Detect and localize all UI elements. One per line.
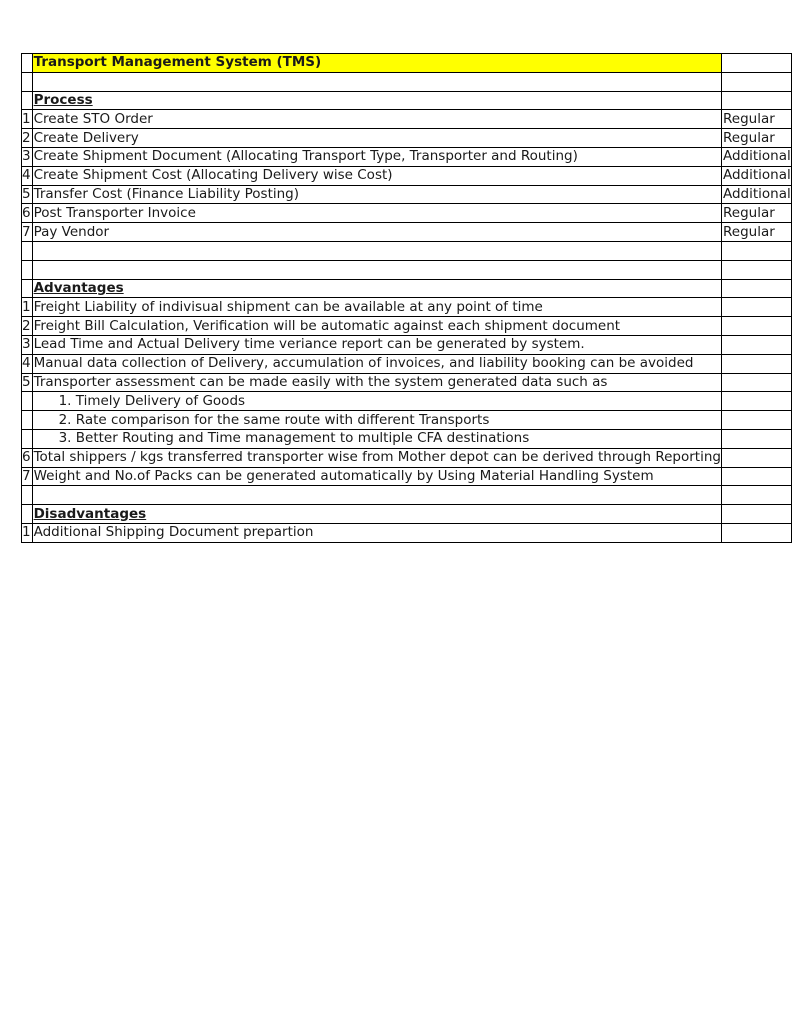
blank-row — [22, 72, 792, 91]
process-row — [22, 129, 792, 148]
process-step[interactable]: Transfer Cost (Finance Liability Posting) — [32, 185, 721, 204]
cell[interactable] — [721, 72, 791, 91]
advantage-subrow — [22, 411, 792, 430]
cell[interactable] — [721, 523, 791, 542]
process-row — [22, 147, 792, 166]
process-step[interactable]: Create Shipment Document (Allocating Transport Type, Transporter and Routing) — [32, 147, 721, 166]
section-header-row — [22, 279, 792, 298]
advantage-row — [22, 317, 792, 336]
row-number[interactable] — [22, 429, 33, 448]
disadvantages-heading[interactable]: Disadvantages — [32, 505, 721, 524]
row-number[interactable]: 3 — [22, 148, 31, 165]
process-step[interactable]: Create Delivery — [32, 129, 721, 148]
advantage-subitem[interactable]: 3. Better Routing and Time management to multiple CFA destinations — [32, 429, 721, 448]
row-number[interactable]: 4 — [22, 167, 31, 184]
row-number[interactable] — [22, 392, 33, 411]
cell[interactable] — [22, 505, 33, 524]
process-row — [22, 110, 792, 129]
section-header-row — [22, 505, 792, 524]
row-number[interactable]: 7 — [22, 467, 31, 484]
process-row — [22, 204, 792, 223]
cell[interactable] — [721, 392, 791, 411]
cell[interactable] — [721, 54, 791, 73]
cell[interactable] — [22, 91, 33, 110]
cell[interactable] — [22, 486, 33, 505]
row-number[interactable]: 1 — [22, 298, 31, 315]
cell[interactable] — [32, 241, 721, 260]
process-type[interactable]: Regular — [721, 129, 791, 148]
advantage-row — [22, 298, 792, 317]
disadvantage-text[interactable]: Additional Shipping Document prepartion — [32, 523, 721, 542]
row-number[interactable]: 5 — [22, 373, 31, 390]
process-type[interactable]: Additional — [722, 185, 791, 202]
process-step[interactable]: Create STO Order — [32, 110, 721, 129]
row-number[interactable]: 3 — [22, 336, 31, 353]
row-number[interactable]: 1 — [22, 524, 31, 541]
process-type[interactable]: Additional — [722, 167, 791, 184]
section-header-row — [22, 91, 792, 110]
process-row — [22, 185, 792, 204]
cell[interactable] — [721, 260, 791, 279]
cell[interactable] — [721, 448, 791, 467]
advantage-subrow — [22, 392, 792, 411]
advantage-row — [22, 467, 792, 486]
process-type[interactable]: Regular — [721, 110, 791, 129]
advantage-subitem[interactable]: 2. Rate comparison for the same route with different Transports — [32, 411, 721, 430]
tms-spreadsheet — [21, 53, 792, 543]
blank-row — [22, 260, 792, 279]
advantage-text[interactable]: Freight Liability of indivisual shipment can be available at any point of time — [32, 298, 721, 317]
cell[interactable] — [22, 54, 33, 73]
cell[interactable] — [721, 335, 791, 354]
cell[interactable] — [721, 486, 791, 505]
advantage-row — [22, 354, 792, 373]
advantage-row — [22, 335, 792, 354]
advantage-text[interactable]: Transporter assessment can be made easily with the system generated data such as — [32, 373, 721, 392]
advantage-text[interactable]: Total shippers / kgs transferred transporter wise from Mother depot can be derived through Reporting — [33, 449, 721, 466]
process-type[interactable]: Regular — [721, 223, 791, 242]
row-number[interactable]: 2 — [22, 317, 31, 334]
cell[interactable] — [721, 354, 791, 373]
advantage-row — [22, 373, 792, 392]
title-row — [22, 54, 792, 73]
blank-row — [22, 486, 792, 505]
cell[interactable] — [721, 467, 791, 486]
process-step[interactable]: Pay Vendor — [32, 223, 721, 242]
advantage-text[interactable]: Freight Bill Calculation, Verification will be automatic against each shipment document — [32, 317, 721, 336]
cell[interactable] — [721, 279, 791, 298]
process-row — [22, 166, 792, 185]
row-number[interactable]: 7 — [22, 223, 31, 240]
row-number[interactable]: 2 — [22, 129, 31, 146]
cell[interactable] — [721, 411, 791, 430]
row-number[interactable]: 6 — [22, 204, 31, 221]
advantage-text[interactable]: Manual data collection of Delivery, accumulation of invoices, and liability booking can be avoided — [32, 354, 721, 373]
cell[interactable] — [22, 241, 33, 260]
cell[interactable] — [721, 91, 791, 110]
process-heading[interactable]: Process — [32, 91, 721, 110]
blank-row — [22, 241, 792, 260]
cell[interactable] — [721, 505, 791, 524]
cell[interactable] — [721, 317, 791, 336]
process-row — [22, 223, 792, 242]
advantage-text[interactable]: Lead Time and Actual Delivery time veriance report can be generated by system. — [32, 335, 721, 354]
cell[interactable] — [32, 72, 721, 91]
advantage-text[interactable]: Weight and No.of Packs can be generated automatically by Using Material Handling System — [32, 467, 721, 486]
row-number[interactable]: 6 — [22, 449, 31, 466]
process-type[interactable]: Regular — [721, 204, 791, 223]
cell[interactable] — [721, 298, 791, 317]
advantage-subitem[interactable]: 1. Timely Delivery of Goods — [32, 392, 721, 411]
advantage-row — [22, 448, 792, 467]
row-number[interactable]: 4 — [22, 355, 31, 372]
cell[interactable] — [22, 279, 33, 298]
sheet-title[interactable]: Transport Management System (TMS) — [32, 54, 721, 73]
cell[interactable] — [721, 429, 791, 448]
cell[interactable] — [721, 373, 791, 392]
process-step[interactable]: Post Transporter Invoice — [32, 204, 721, 223]
row-number[interactable]: 5 — [22, 185, 31, 202]
cell[interactable] — [32, 486, 721, 505]
cell[interactable] — [22, 260, 33, 279]
process-type[interactable]: Additional — [722, 148, 791, 165]
process-step[interactable]: Create Shipment Cost (Allocating Delivery wise Cost) — [32, 166, 721, 185]
cell[interactable] — [22, 72, 33, 91]
row-number[interactable]: 1 — [22, 110, 31, 127]
row-number[interactable] — [22, 411, 33, 430]
advantages-heading[interactable]: Advantages — [32, 279, 721, 298]
advantage-subrow — [22, 429, 792, 448]
cell[interactable] — [721, 241, 791, 260]
disadvantage-row — [22, 523, 792, 542]
cell[interactable] — [32, 260, 721, 279]
